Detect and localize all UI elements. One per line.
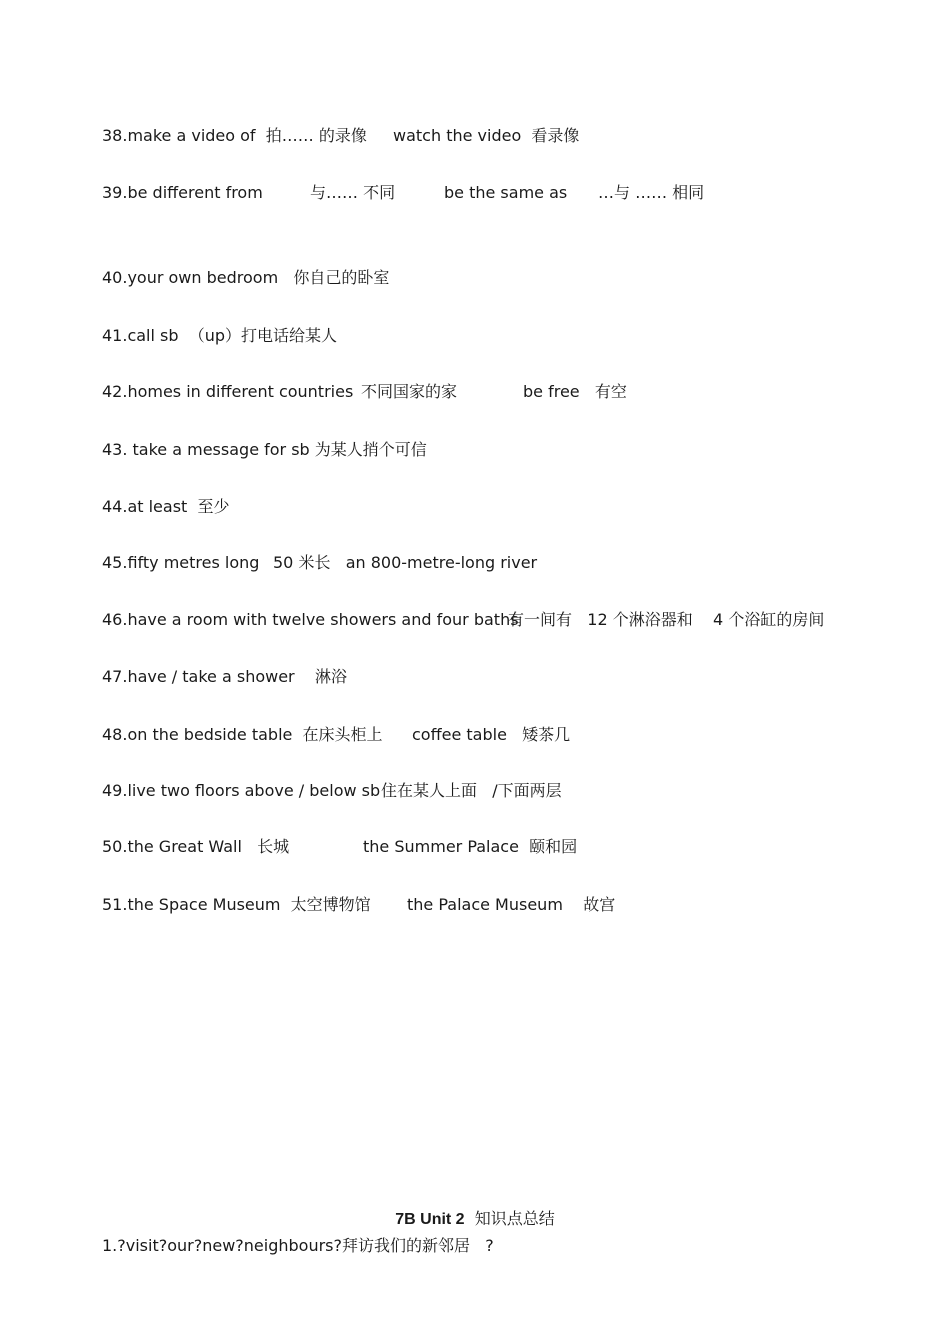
item-text: 39.be different from xyxy=(102,183,263,202)
item-text: 48.on the bedside table 在床头柜上 xyxy=(102,725,383,744)
item-text: 51.the Space Museum 太空博物馆 xyxy=(102,895,371,914)
item-text: the Summer Palace 颐和园 xyxy=(363,837,578,856)
item-text: the Palace Museum 故宫 xyxy=(407,895,616,914)
item-text: 42.homes in different countries xyxy=(102,382,354,401)
item-text: 43. take a message for sb 为某人捎个可信 xyxy=(102,440,427,459)
section-item-1 xyxy=(102,1236,494,1276)
item-text: 有一间有 12 个淋浴器和 4 个浴缸的房间 xyxy=(508,610,825,629)
item-text: 50 米长 an 800-metre-long river xyxy=(273,553,538,572)
item-text: be the same as xyxy=(444,183,568,202)
vocab-item-51 xyxy=(102,895,616,955)
vocab-item-43 xyxy=(102,440,427,480)
item-text: 44.at least 至少 xyxy=(102,497,230,516)
item-text: …与 …… 相同 xyxy=(598,183,705,202)
vocab-item-47 xyxy=(102,667,347,707)
item-text: 50.the Great Wall 长城 xyxy=(102,837,290,856)
item-text: be free 有空 xyxy=(523,382,627,401)
vocab-item-41 xyxy=(102,326,337,366)
vocab-item-46 xyxy=(102,610,825,670)
item-text: 49.live two floors above / below sb xyxy=(102,781,381,800)
item-text: 38.make a video of 拍…… 的录像 xyxy=(102,126,367,145)
item-text: 1.?visit?our?new?neighbours?拜访我们的新邻居 ? xyxy=(102,1236,494,1255)
item-text: 41.call sb （up）打电话给某人 xyxy=(102,326,337,345)
item-text: coffee table 矮茶几 xyxy=(412,725,571,744)
item-text: 46.have a room with twelve showers and four baths xyxy=(102,610,519,629)
item-text: 45.fifty metres long xyxy=(102,553,260,572)
vocab-item-40 xyxy=(102,268,390,308)
item-text: 与…… 不同 xyxy=(310,183,396,202)
item-text: watch the video 看录像 xyxy=(393,126,580,145)
item-text: 40.your own bedroom 你自己的卧室 xyxy=(102,268,390,287)
vocab-item-44 xyxy=(102,497,230,537)
section-title-text: 知识点总结 xyxy=(464,1209,555,1228)
vocab-item-48 xyxy=(102,725,571,785)
item-text: 47.have / take a shower 淋浴 xyxy=(102,667,347,686)
vocab-item-45 xyxy=(102,553,538,613)
item-text: 不同国家的家 xyxy=(361,382,458,401)
item-text: 住在某人上面 /下面两层 xyxy=(381,781,562,800)
section-title-unit: 7B Unit 2 xyxy=(395,1211,465,1228)
vocab-item-38 xyxy=(102,126,580,186)
vocab-item-50 xyxy=(102,837,578,897)
vocab-item-49 xyxy=(102,781,562,841)
section-title xyxy=(0,1209,950,1230)
